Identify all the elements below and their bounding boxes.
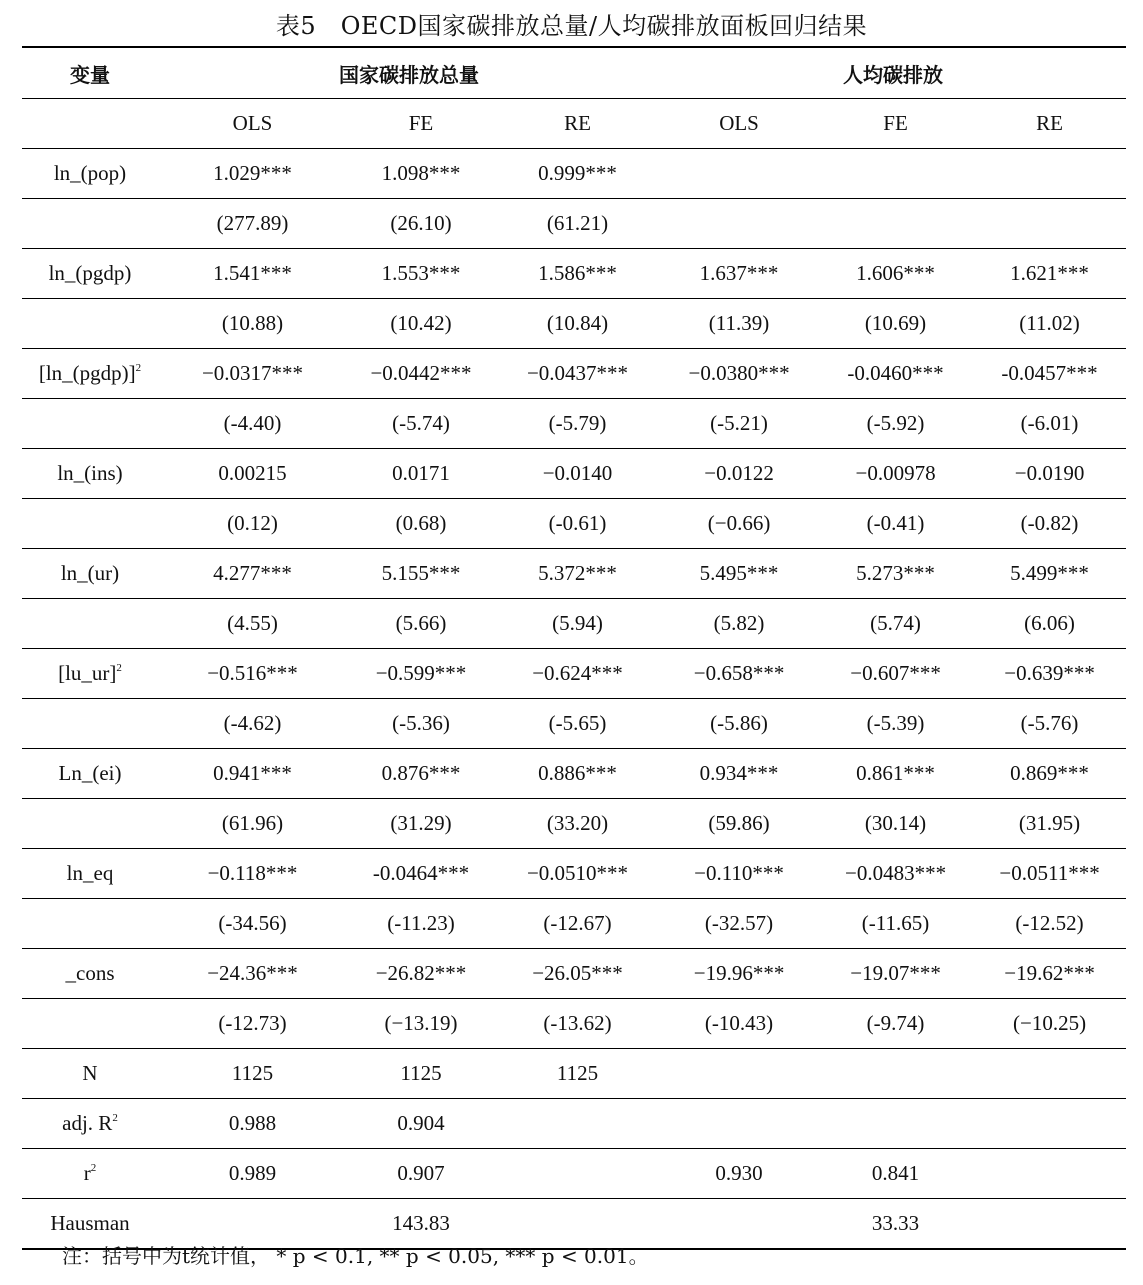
table-row: [22, 999, 1126, 1049]
variable-cell: [22, 649, 158, 699]
variable-cell: [22, 549, 158, 599]
value-cell: 1125: [158, 1049, 347, 1099]
variable-label: _cons: [65, 961, 115, 985]
value-cell: 33.33: [818, 1199, 973, 1250]
value-cell: 0.941***: [158, 749, 347, 799]
value-cell: (-4.62): [158, 699, 347, 749]
value-cell: (31.95): [973, 799, 1126, 849]
value-cell: (11.02): [973, 299, 1126, 349]
table-row: [22, 1149, 1126, 1199]
value-cell: 1.098***: [347, 149, 495, 199]
value-cell: 1.637***: [660, 249, 818, 299]
value-cell: −0.658***: [660, 649, 818, 699]
value-cell: [495, 1099, 660, 1149]
superscript: 2: [112, 1112, 118, 1124]
value-cell: (4.55): [158, 599, 347, 649]
table-row: [22, 649, 1126, 699]
variable-cell: [22, 449, 158, 499]
value-cell: 0.988: [158, 1099, 347, 1149]
variable-cell: [22, 1099, 158, 1149]
regression-table: [22, 46, 1126, 1250]
value-cell: 0.907: [347, 1149, 495, 1199]
value-cell: −0.118***: [158, 849, 347, 899]
value-cell: 0.876***: [347, 749, 495, 799]
table-row: [22, 199, 1126, 249]
header-row-models: [22, 99, 1126, 149]
value-cell: [973, 1099, 1126, 1149]
variable-label: [ln_(pgdp)]: [38, 361, 136, 385]
value-cell: −24.36***: [158, 949, 347, 999]
table-row: [22, 749, 1126, 799]
value-cell: (-12.67): [495, 899, 660, 949]
header-model: RE: [495, 99, 660, 149]
value-cell: 5.495***: [660, 549, 818, 599]
value-cell: −0.110***: [660, 849, 818, 899]
value-cell: [818, 149, 973, 199]
value-cell: -0.0457***: [973, 349, 1126, 399]
value-cell: −0.639***: [973, 649, 1126, 699]
value-cell: 5.273***: [818, 549, 973, 599]
value-cell: (5.74): [818, 599, 973, 649]
value-cell: (-5.21): [660, 399, 818, 449]
table-row: [22, 849, 1126, 899]
value-cell: (0.12): [158, 499, 347, 549]
value-cell: −0.00978: [818, 449, 973, 499]
value-cell: 1.606***: [818, 249, 973, 299]
value-cell: 1.029***: [158, 149, 347, 199]
value-cell: −0.0122: [660, 449, 818, 499]
variable-cell: [22, 299, 158, 349]
table-note: 注：括号中为t统计值， * p < 0.1, ** p < 0.05, *** p < 0.01。: [62, 1244, 649, 1268]
value-cell: [660, 1049, 818, 1099]
variable-cell: [22, 249, 158, 299]
value-cell: −0.607***: [818, 649, 973, 699]
value-cell: -0.0464***: [347, 849, 495, 899]
value-cell: (-0.82): [973, 499, 1126, 549]
value-cell: (-5.39): [818, 699, 973, 749]
variable-cell: [22, 349, 158, 399]
value-cell: (-9.74): [818, 999, 973, 1049]
value-cell: [973, 1149, 1126, 1199]
superscript: 2: [135, 362, 142, 374]
value-cell: −0.0317***: [158, 349, 347, 399]
value-cell: (-5.86): [660, 699, 818, 749]
value-cell: (-6.01): [973, 399, 1126, 449]
variable-label: ln_(pgdp): [48, 261, 132, 285]
variable-label: N: [82, 1061, 98, 1085]
header-row-groups: [22, 47, 1126, 99]
value-cell: 0.841: [818, 1149, 973, 1199]
value-cell: 5.155***: [347, 549, 495, 599]
superscript: 2: [116, 662, 122, 674]
value-cell: −0.0510***: [495, 849, 660, 899]
value-cell: 0.930: [660, 1149, 818, 1199]
value-cell: −19.62***: [973, 949, 1126, 999]
value-cell: (-5.76): [973, 699, 1126, 749]
value-cell: 0.934***: [660, 749, 818, 799]
variable-cell: [22, 399, 158, 449]
table-row: [22, 149, 1126, 199]
value-cell: 0.904: [347, 1099, 495, 1149]
table-row: [22, 949, 1126, 999]
value-cell: −0.0483***: [818, 849, 973, 899]
value-cell: (-0.61): [495, 499, 660, 549]
table-title: 表5 OECD国家碳排放总量/人均碳排放面板回归结果: [275, 12, 868, 40]
header-group-total: 国家碳排放总量: [158, 47, 660, 99]
table-row: [22, 399, 1126, 449]
value-cell: (30.14): [818, 799, 973, 849]
header-group-per-capita: 人均碳排放: [660, 47, 1126, 99]
value-cell: 1.553***: [347, 249, 495, 299]
variable-cell: [22, 199, 158, 249]
value-cell: (61.96): [158, 799, 347, 849]
value-cell: −0.516***: [158, 649, 347, 699]
value-cell: −26.05***: [495, 949, 660, 999]
value-cell: [973, 199, 1126, 249]
variable-cell: [22, 1149, 158, 1199]
value-cell: (31.29): [347, 799, 495, 849]
value-cell: −0.0442***: [347, 349, 495, 399]
value-cell: (-5.92): [818, 399, 973, 449]
value-cell: (6.06): [973, 599, 1126, 649]
variable-label: Ln_(ei): [58, 761, 122, 785]
header-model: OLS: [660, 99, 818, 149]
value-cell: (−10.25): [973, 999, 1126, 1049]
value-cell: (11.39): [660, 299, 818, 349]
variable-cell: [22, 899, 158, 949]
value-cell: [660, 149, 818, 199]
value-cell: (59.86): [660, 799, 818, 849]
value-cell: [660, 1199, 818, 1250]
value-cell: 1125: [495, 1049, 660, 1099]
value-cell: 0.989: [158, 1149, 347, 1199]
header-var-label: 变量: [22, 47, 158, 99]
value-cell: (-10.43): [660, 999, 818, 1049]
value-cell: (-5.79): [495, 399, 660, 449]
value-cell: [495, 1149, 660, 1199]
table-row: [22, 299, 1126, 349]
value-cell: (10.69): [818, 299, 973, 349]
table-row: [22, 1049, 1126, 1099]
header-model: OLS: [158, 99, 347, 149]
table-body: [22, 47, 1126, 1249]
variable-cell: [22, 499, 158, 549]
value-cell: [973, 1199, 1126, 1250]
value-cell: 1125: [347, 1049, 495, 1099]
value-cell: 5.372***: [495, 549, 660, 599]
value-cell: [660, 1099, 818, 1149]
value-cell: 0.869***: [973, 749, 1126, 799]
table-row: [22, 549, 1126, 599]
value-cell: (-32.57): [660, 899, 818, 949]
value-cell: (-4.40): [158, 399, 347, 449]
value-cell: (-5.36): [347, 699, 495, 749]
value-cell: 1.586***: [495, 249, 660, 299]
value-cell: (10.84): [495, 299, 660, 349]
variable-label: ln_(ins): [57, 461, 123, 485]
variable-cell: [22, 949, 158, 999]
variable-label: ln_(pop): [53, 161, 127, 185]
variable-label: adj. R: [62, 1111, 113, 1135]
value-cell: −0.0140: [495, 449, 660, 499]
table-row: [22, 499, 1126, 549]
superscript: 2: [90, 1162, 97, 1174]
variable-cell: [22, 699, 158, 749]
value-cell: (-11.23): [347, 899, 495, 949]
value-cell: (-0.41): [818, 499, 973, 549]
value-cell: (-12.73): [158, 999, 347, 1049]
table-row: [22, 799, 1126, 849]
value-cell: 0.861***: [818, 749, 973, 799]
header-model: FE: [818, 99, 973, 149]
value-cell: −19.96***: [660, 949, 818, 999]
value-cell: −19.07***: [818, 949, 973, 999]
value-cell: -0.0460***: [818, 349, 973, 399]
value-cell: 0.886***: [495, 749, 660, 799]
value-cell: [660, 199, 818, 249]
value-cell: [818, 1049, 973, 1099]
value-cell: 143.83: [347, 1199, 495, 1250]
value-cell: (-12.52): [973, 899, 1126, 949]
value-cell: (61.21): [495, 199, 660, 249]
table-row: [22, 699, 1126, 749]
value-cell: −0.599***: [347, 649, 495, 699]
variable-cell: [22, 149, 158, 199]
value-cell: 0.0171: [347, 449, 495, 499]
variable-label: ln_(ur): [60, 561, 120, 585]
table-row: [22, 1099, 1126, 1149]
value-cell: (-13.62): [495, 999, 660, 1049]
value-cell: 1.541***: [158, 249, 347, 299]
value-cell: 0.00215: [158, 449, 347, 499]
header-empty-cell: [22, 99, 158, 149]
value-cell: 1.621***: [973, 249, 1126, 299]
value-cell: [818, 1099, 973, 1149]
value-cell: [973, 149, 1126, 199]
header-model: RE: [973, 99, 1126, 149]
variable-cell: [22, 599, 158, 649]
value-cell: (5.66): [347, 599, 495, 649]
value-cell: (26.10): [347, 199, 495, 249]
value-cell: (−13.19): [347, 999, 495, 1049]
value-cell: (0.68): [347, 499, 495, 549]
value-cell: [973, 1049, 1126, 1099]
variable-cell: [22, 999, 158, 1049]
table-row: [22, 599, 1126, 649]
value-cell: (5.82): [660, 599, 818, 649]
value-cell: (-5.74): [347, 399, 495, 449]
value-cell: (-34.56): [158, 899, 347, 949]
value-cell: (−0.66): [660, 499, 818, 549]
value-cell: (-11.65): [818, 899, 973, 949]
value-cell: (10.88): [158, 299, 347, 349]
value-cell: (5.94): [495, 599, 660, 649]
value-cell: 5.499***: [973, 549, 1126, 599]
table-row: [22, 349, 1126, 399]
variable-label: [lu_ur]: [58, 661, 117, 685]
value-cell: −26.82***: [347, 949, 495, 999]
variable-label: ln_eq: [66, 861, 114, 885]
value-cell: 4.277***: [158, 549, 347, 599]
value-cell: [818, 199, 973, 249]
table-row: [22, 899, 1126, 949]
variable-cell: [22, 849, 158, 899]
table-row: [22, 449, 1126, 499]
value-cell: −0.0380***: [660, 349, 818, 399]
variable-cell: [22, 1049, 158, 1099]
value-cell: (10.42): [347, 299, 495, 349]
header-model: FE: [347, 99, 495, 149]
variable-label: r: [83, 1161, 91, 1185]
value-cell: (-5.65): [495, 699, 660, 749]
value-cell: −0.624***: [495, 649, 660, 699]
value-cell: (33.20): [495, 799, 660, 849]
variable-label: Hausman: [50, 1211, 130, 1235]
value-cell: (277.89): [158, 199, 347, 249]
variable-cell: [22, 799, 158, 849]
value-cell: −0.0511***: [973, 849, 1126, 899]
value-cell: −0.0190: [973, 449, 1126, 499]
variable-cell: [22, 749, 158, 799]
value-cell: 0.999***: [495, 149, 660, 199]
table-row: [22, 249, 1126, 299]
value-cell: −0.0437***: [495, 349, 660, 399]
